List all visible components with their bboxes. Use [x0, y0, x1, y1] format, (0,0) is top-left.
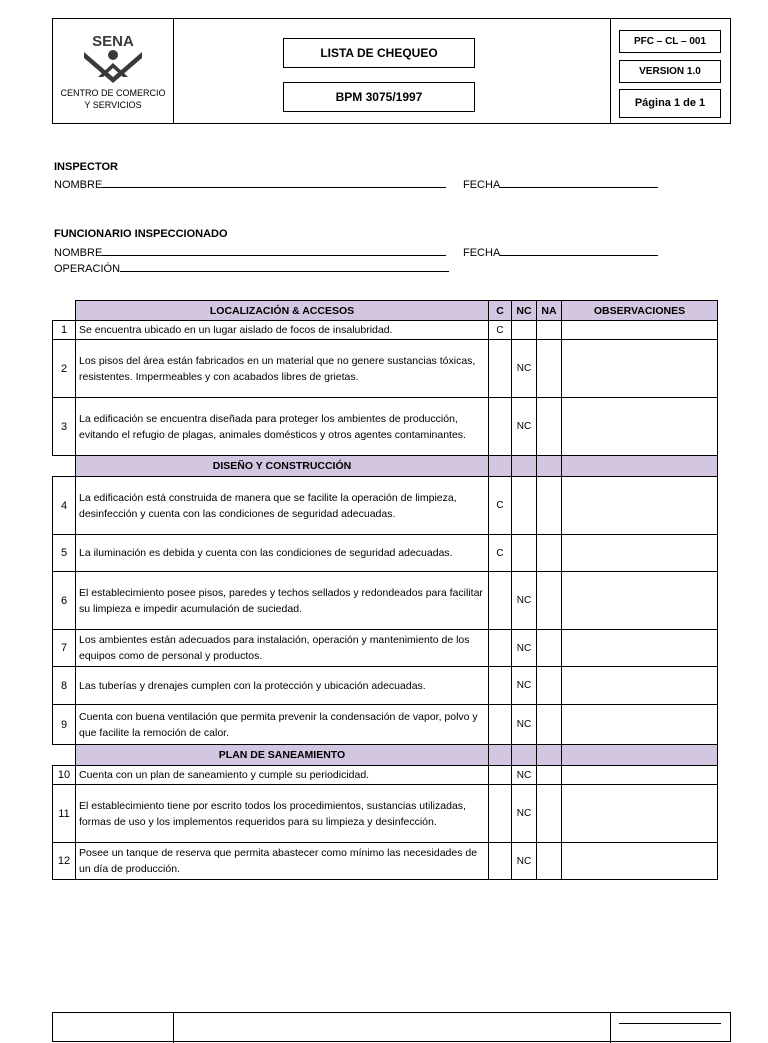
- check-nc[interactable]: NC: [512, 572, 537, 630]
- check-c[interactable]: [489, 785, 512, 843]
- item-description: El establecimiento tiene por escrito todos los procedimientos, sustancias utilizadas, formas de uso y los implementos requeridos para su limpieza y desinfección.: [76, 785, 489, 843]
- next-page-header: [52, 1012, 731, 1042]
- check-na[interactable]: [537, 321, 562, 340]
- check-nc[interactable]: [512, 477, 537, 535]
- item-number: 7: [53, 630, 76, 667]
- check-na[interactable]: [537, 572, 562, 630]
- check-na[interactable]: [537, 340, 562, 398]
- inspector-nombre-line: [102, 176, 446, 188]
- inspector-fecha-field[interactable]: [463, 176, 658, 192]
- check-nc[interactable]: NC: [512, 766, 537, 785]
- funcionario-fecha-field[interactable]: [463, 244, 658, 260]
- check-nc[interactable]: NC: [512, 667, 537, 705]
- table-row: [53, 477, 718, 535]
- section-blank-cell: [512, 456, 537, 477]
- table-row: [53, 705, 718, 745]
- item-description: La iluminación es debida y cuenta con las condiciones de seguridad adecuadas.: [76, 535, 489, 572]
- section-header-row: [53, 745, 718, 766]
- item-number: 6: [53, 572, 76, 630]
- funcionario-fecha-label: FECHA: [463, 247, 501, 259]
- document-code: PFC – CL – 001: [619, 30, 721, 53]
- section-title: PLAN DE SANEAMIENTO: [76, 745, 489, 766]
- observaciones-cell[interactable]: [562, 766, 718, 785]
- check-c[interactable]: C: [489, 535, 512, 572]
- check-nc[interactable]: NC: [512, 340, 537, 398]
- funcionario-nombre-field[interactable]: [54, 244, 446, 260]
- check-c[interactable]: [489, 340, 512, 398]
- item-description: Las tuberías y drenajes cumplen con la protección y ubicación adecuadas.: [76, 667, 489, 705]
- logo-cell: [53, 19, 174, 123]
- center-name: [53, 87, 173, 111]
- section-title: DISEÑO Y CONSTRUCCIÓN: [76, 456, 489, 477]
- observaciones-cell[interactable]: [562, 630, 718, 667]
- table-row: [53, 785, 718, 843]
- check-c[interactable]: [489, 630, 512, 667]
- table-row: [53, 572, 718, 630]
- table-row: [53, 398, 718, 456]
- check-na[interactable]: [537, 398, 562, 456]
- funcionario-operacion-field[interactable]: [54, 260, 449, 276]
- check-c[interactable]: [489, 667, 512, 705]
- item-description: Los ambientes están adecuados para instalación, operación y mantenimiento de los equipos como de personal y productos.: [76, 630, 489, 667]
- section-blank-cell: [489, 745, 512, 766]
- item-description: Posee un tanque de reserva que permita abastecer como mínimo las necesidades de un día de producción.: [76, 843, 489, 880]
- center-name-line1: CENTRO DE COMERCIO: [60, 88, 166, 98]
- funcionario-operacion-label: OPERACIÓN: [54, 263, 121, 275]
- item-number: 9: [53, 705, 76, 745]
- item-number: 8: [53, 667, 76, 705]
- funcionario-operacion-line: [120, 260, 449, 272]
- table-row: [53, 321, 718, 340]
- check-nc[interactable]: [512, 535, 537, 572]
- section-blank-cell: [537, 456, 562, 477]
- table-row: [53, 535, 718, 572]
- funcionario-heading: FUNCIONARIO INSPECCIONADO: [54, 228, 228, 240]
- funcionario-nombre-line: [102, 244, 446, 256]
- check-c[interactable]: [489, 766, 512, 785]
- funcionario-nombre-label: NOMBRE: [54, 247, 103, 259]
- section-header-row: [53, 301, 718, 321]
- section-header-row: [53, 456, 718, 477]
- inspector-heading: INSPECTOR: [54, 161, 118, 173]
- item-description: Los pisos del área están fabricados en un material que no genere sustancias tóxicas, resistentes. Impermeables y con acabados libres de grietas.: [76, 340, 489, 398]
- check-na[interactable]: [537, 843, 562, 880]
- check-na[interactable]: [537, 667, 562, 705]
- table-row: [53, 340, 718, 398]
- item-number: 5: [53, 535, 76, 572]
- checklist-table: [52, 300, 718, 880]
- check-nc[interactable]: NC: [512, 843, 537, 880]
- document-version: VERSION 1.0: [619, 60, 721, 83]
- col-header-c: C: [489, 301, 512, 321]
- item-description: Se encuentra ubicado en un lugar aislado de focos de insalubridad.: [76, 321, 489, 340]
- check-c[interactable]: C: [489, 321, 512, 340]
- check-c[interactable]: [489, 843, 512, 880]
- item-description: Cuenta con buena ventilación que permita prevenir la condensación de vapor, polvo y que facilite la remoción de calor.: [76, 705, 489, 745]
- table-row: [53, 630, 718, 667]
- item-description: El establecimiento posee pisos, paredes y techos sellados y redondeados para facilitar su limpieza e impedir acumulación de suciedad.: [76, 572, 489, 630]
- section-number-blank: [53, 456, 76, 477]
- check-na[interactable]: [537, 535, 562, 572]
- item-number: 1: [53, 321, 76, 340]
- check-nc[interactable]: NC: [512, 785, 537, 843]
- check-nc[interactable]: [512, 321, 537, 340]
- observaciones-cell[interactable]: [562, 572, 718, 630]
- item-description: La edificación está construida de manera que se facilite la operación de limpieza, desinfección y cuenta con las condiciones de seguridad adecuadas.: [76, 477, 489, 535]
- document-code-cell: [610, 19, 731, 123]
- funcionario-fecha-line: [500, 244, 658, 256]
- item-number: 11: [53, 785, 76, 843]
- item-number: 3: [53, 398, 76, 456]
- check-c[interactable]: [489, 705, 512, 745]
- observaciones-cell[interactable]: [562, 321, 718, 340]
- check-na[interactable]: [537, 630, 562, 667]
- check-na[interactable]: [537, 477, 562, 535]
- observaciones-cell[interactable]: [562, 667, 718, 705]
- check-c[interactable]: C: [489, 477, 512, 535]
- col-header-nc: NC: [512, 301, 537, 321]
- check-nc[interactable]: NC: [512, 630, 537, 667]
- page-number: Página 1 de 1: [619, 89, 721, 118]
- section-number-blank: [53, 745, 76, 766]
- observaciones-cell[interactable]: [562, 843, 718, 880]
- item-number: 2: [53, 340, 76, 398]
- observaciones-cell[interactable]: [562, 705, 718, 745]
- logo-wordmark: SENA: [92, 33, 134, 50]
- center-name-line2: Y SERVICIOS: [84, 100, 142, 110]
- document-title: LISTA DE CHEQUEO: [283, 38, 475, 68]
- col-header-na: NA: [537, 301, 562, 321]
- inspector-nombre-field[interactable]: [54, 176, 446, 192]
- check-c[interactable]: [489, 572, 512, 630]
- table-row: [53, 667, 718, 705]
- observaciones-cell[interactable]: [562, 340, 718, 398]
- item-number: 12: [53, 843, 76, 880]
- observaciones-cell[interactable]: [562, 477, 718, 535]
- section-blank-cell: [562, 456, 718, 477]
- item-number: 4: [53, 477, 76, 535]
- check-nc[interactable]: NC: [512, 398, 537, 456]
- table-row: [53, 843, 718, 880]
- check-nc[interactable]: NC: [512, 705, 537, 745]
- section-blank-cell: [537, 745, 562, 766]
- item-description: La edificación se encuentra diseñada para proteger los ambientes de producción, evitando el refugio de plagas, animales domésticos y otros agentes contaminantes.: [76, 398, 489, 456]
- item-description: Cuenta con un plan de saneamiento y cumple su periodicidad.: [76, 766, 489, 785]
- check-c[interactable]: [489, 398, 512, 456]
- check-na[interactable]: [537, 705, 562, 745]
- item-number: 10: [53, 766, 76, 785]
- col-header-observaciones: OBSERVACIONES: [562, 301, 718, 321]
- inspector-fecha-line: [500, 176, 658, 188]
- check-na[interactable]: [537, 766, 562, 785]
- observaciones-cell[interactable]: [562, 535, 718, 572]
- observaciones-cell[interactable]: [562, 398, 718, 456]
- sena-logo-icon: [78, 33, 148, 85]
- document-subtitle: BPM 3075/1997: [283, 82, 475, 112]
- section-blank-cell: [512, 745, 537, 766]
- table-row: [53, 766, 718, 785]
- section-blank-cell: [489, 456, 512, 477]
- section-number-blank: [53, 301, 76, 321]
- section-blank-cell: [562, 745, 718, 766]
- check-na[interactable]: [537, 785, 562, 843]
- inspector-nombre-label: NOMBRE: [54, 179, 103, 191]
- document-header: [52, 18, 731, 124]
- observaciones-cell[interactable]: [562, 785, 718, 843]
- section-title: LOCALIZACIÓN & ACCESOS: [76, 301, 489, 321]
- inspector-fecha-label: FECHA: [463, 179, 501, 191]
